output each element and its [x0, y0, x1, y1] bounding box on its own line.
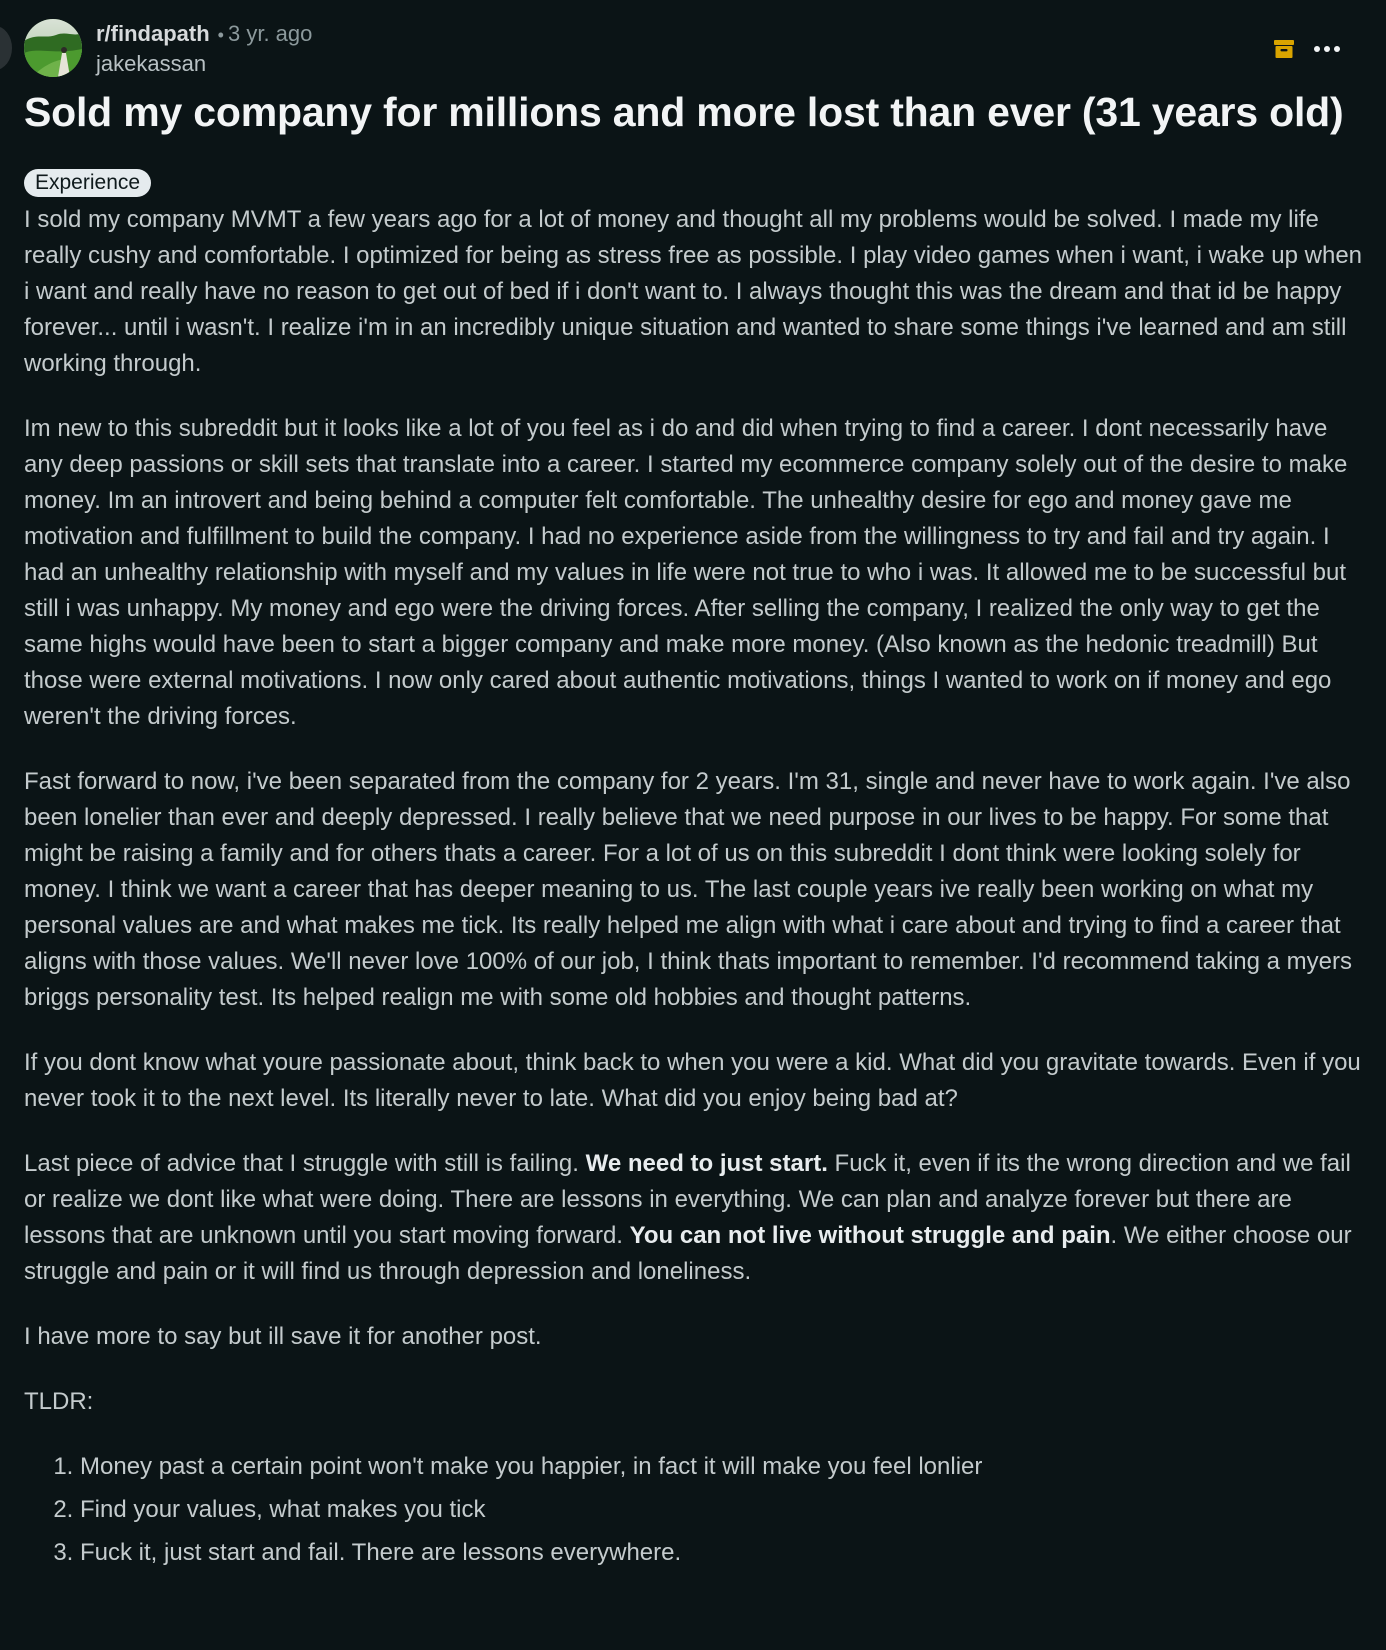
post-body — [24, 202, 1364, 1578]
body-paragraph: Im new to this subreddit but it looks like a lot of you feel as i do and did when trying to find a career. I dont necessarily have any deep passions or skill sets that translate into a career. I started my ecommerce company solely out of the desire to make money. Im an introvert and being behind a computer felt comfortable. The unhealthy desire for ego and money gave me motivation and fulfillment to build the company. I had no experience aside from the willingness to try and fail and try again. I had an unhealthy relationship with myself and my values in life were not true to who i was. It allowed me to be successful but still i was unhappy. My money and ego were the driving forces. After selling the company, I realized the only way to get the same highs would have been to start a bigger company and make more money. (Also known as the hedonic treadmill) But those were external motivations. I now only cared about authentic motivations, things I wanted to work on if money and ego weren't the driving forces. — [24, 415, 1348, 730]
adjacent-avatar-edge — [0, 26, 12, 70]
meta-separator: • — [217, 25, 224, 45]
body-paragraph: I have more to say but ill save it for another post. — [24, 1323, 542, 1350]
body-paragraph: Fast forward to now, i've been separated from the company for 2 years. I'm 31, single and never have to work again. I've also been lonelier than ever and deeply depressed. I really believe that we need purpose in our lives to be happy. For some that might be raising a family and for others thats a career. For a lot of us on this subreddit I dont think were looking solely for money. I think we want a career that has deeper meaning to us. The last couple years ive really been working on what my personal values are and what makes me tick. Its really helped me align with what i care about and trying to find a career that aligns with those values. We'll never love 100% of our job, I think thats important to remember. I'd recommend taking a myers briggs personality test. Its helped realign me with some old hobbies and thought patterns. — [24, 768, 1353, 1011]
ellipsis-icon[interactable] — [1312, 37, 1342, 61]
advice-text: Fuck it, even if its the wrong direction and we fail or realize we dont like what were doing. There are lessons in everything. We can plan and analyze forever but there are lessons that are unknown until you start moving forward. — [24, 1150, 1351, 1249]
advice-bold-text: You can not live without struggle and pain — [629, 1222, 1111, 1249]
list-item: 1. Money past a certain point won't make you happier, in fact it will make you feel lonlier — [80, 1449, 1364, 1485]
list-item: 2. Find your values, what makes you tick — [80, 1492, 1364, 1528]
list-item: 3. Fuck it, just start and fail. There are lessons everywhere. — [80, 1535, 1364, 1571]
advice-bold-text: We need to just start. — [585, 1150, 828, 1177]
subreddit-link[interactable]: r/findapath — [96, 21, 210, 46]
post-time: 3 yr. ago — [227, 21, 313, 46]
subreddit-avatar[interactable] — [24, 19, 82, 77]
advice-text: Last piece of advice that I struggle with still is failing. — [24, 1150, 586, 1177]
author-link[interactable]: jakekassan — [96, 51, 207, 76]
post-meta — [96, 19, 312, 79]
post-title[interactable]: Sold my company for millions and more lost than ever (31 years old) — [24, 89, 1344, 135]
advice-text: . We either choose our struggle and pain or it will find us through depression and loneliness. — [24, 1222, 1352, 1285]
archive-icon — [1274, 39, 1294, 59]
post-header — [24, 19, 1362, 79]
body-paragraph: If you dont know what youre passionate about, think back to when you were a kid. What did you gravitate towards. Even if you never took it to the next level. Its literally never to late. What did you enjoy being bad at? — [24, 1049, 1361, 1112]
tldr-label: TLDR: — [24, 1388, 94, 1415]
tldr-list — [24, 1449, 1364, 1571]
post-flair[interactable]: Experience — [24, 169, 151, 197]
advice-paragraph — [24, 1146, 1364, 1290]
body-paragraph: I sold my company MVMT a few years ago for a lot of money and thought all my problems would be solved. I made my life really cushy and comfortable. I optimized for being as stress free as possible. I play video games when i want, i wake up when i want and really have no reason to get out of bed if i don't want to. I always thought this was the dream and that id be happy forever... until i wasn't. I realize i'm in an incredibly unique situation and wanted to share some things i've learned and am still working through. — [24, 206, 1363, 377]
